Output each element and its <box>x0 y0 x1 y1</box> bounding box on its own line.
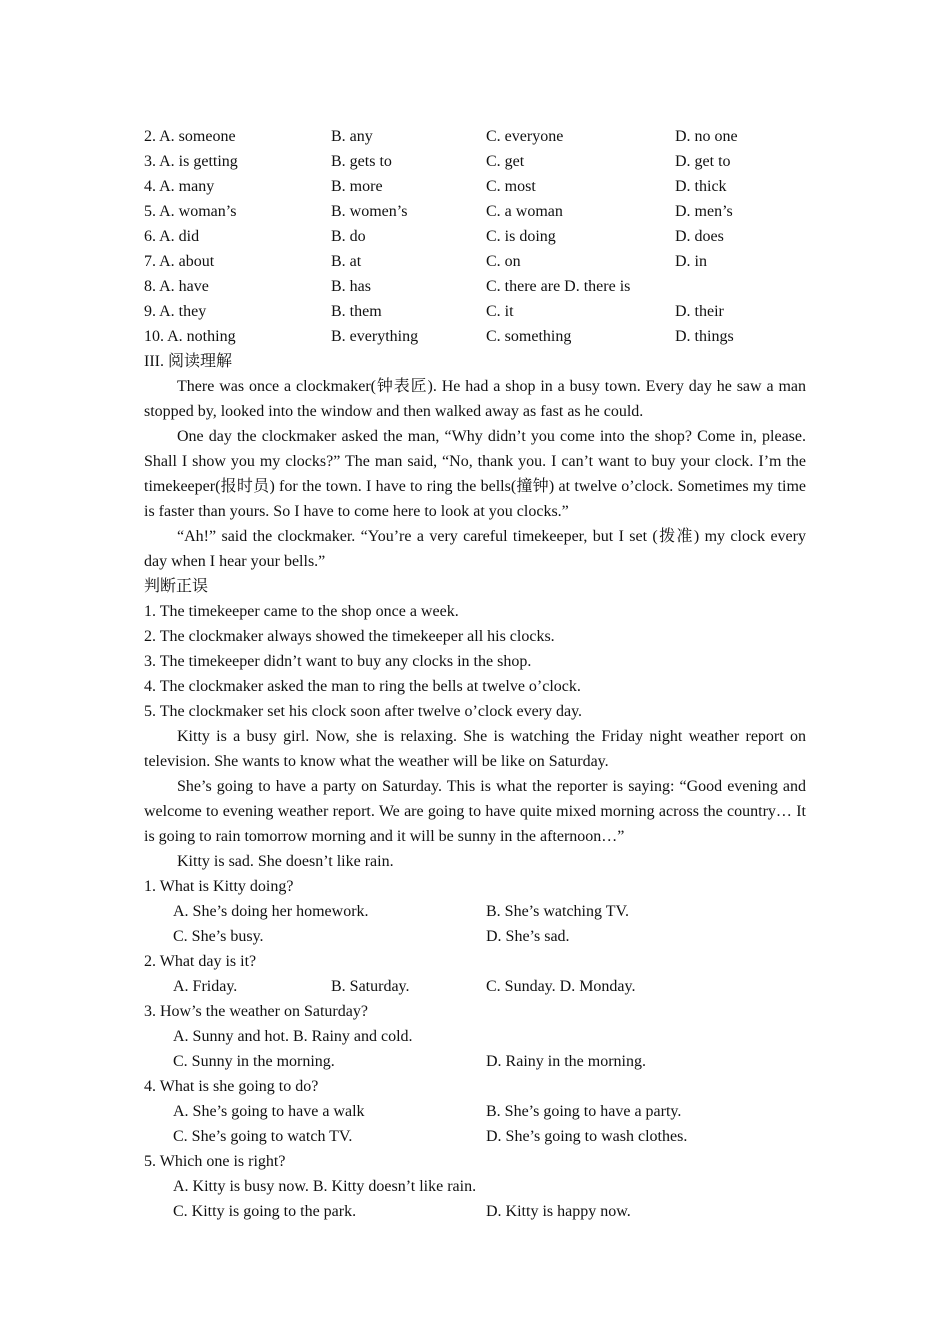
question-stem: 4. What is she going to do? <box>144 1078 319 1095</box>
cloze-option: C. something <box>486 328 572 345</box>
cloze-option: B. women’s <box>331 203 408 220</box>
cloze-option: 10. A. nothing <box>144 328 236 345</box>
cloze-option: B. do <box>331 228 366 245</box>
cloze-options <box>144 124 806 349</box>
cloze-row <box>144 199 806 224</box>
cloze-option: B. at <box>331 253 362 270</box>
cloze-row <box>144 249 806 274</box>
cloze-option: C. is doing <box>486 228 556 245</box>
option-row <box>144 1199 806 1224</box>
cloze-option: 6. A. did <box>144 228 200 245</box>
cloze-option: B. gets to <box>331 153 392 170</box>
paragraph: She’s going to have a party on Saturday. This is what the reporter is saying: “Good evening and welcome to evening weather report. We are going to have quite mixed morning across the country… It is going to rain tomorrow morning and it will be sunny in the afternoon…” <box>144 778 806 845</box>
cloze-option: B. has <box>331 278 371 295</box>
option: B. She’s going to have a party. <box>486 1103 682 1120</box>
cloze-option: 7. A. about <box>144 253 215 270</box>
cloze-option: C. a woman <box>486 203 563 220</box>
passage-2 <box>144 724 806 874</box>
cloze-row <box>144 224 806 249</box>
tf-item: 1. The timekeeper came to the shop once a week. <box>144 603 459 620</box>
cloze-option: B. any <box>331 128 373 145</box>
option-row <box>144 1099 806 1124</box>
tf-item: 3. The timekeeper didn’t want to buy any clocks in the shop. <box>144 653 532 670</box>
question-stem: 1. What is Kitty doing? <box>144 878 294 895</box>
option-row <box>144 974 806 999</box>
cloze-option: C. everyone <box>486 128 564 145</box>
option: A. Friday. <box>173 978 238 995</box>
cloze-option: D. men’s <box>675 203 733 220</box>
option: A. Sunny and hot. B. Rainy and cold. <box>173 1028 413 1045</box>
option: B. She’s watching TV. <box>486 903 629 920</box>
option-row <box>144 1124 806 1149</box>
paragraph: Kitty is sad. She doesn’t like rain. <box>177 853 394 870</box>
cloze-row <box>144 174 806 199</box>
cloze-option: 9. A. they <box>144 303 207 320</box>
cloze-option: 4. A. many <box>144 178 215 195</box>
option: D. She’s going to wash clothes. <box>486 1128 688 1145</box>
option: C. She’s busy. <box>173 928 264 945</box>
tf-item: 2. The clockmaker always showed the timekeeper all his clocks. <box>144 628 555 645</box>
cloze-option: B. more <box>331 178 383 195</box>
cloze-option: 5. A. woman’s <box>144 203 237 220</box>
cloze-option: 2. A. someone <box>144 128 236 145</box>
option: A. Kitty is busy now. B. Kitty doesn’t like rain. <box>173 1178 477 1195</box>
cloze-option: 3. A. is getting <box>144 153 238 170</box>
option: C. She’s going to watch TV. <box>173 1128 353 1145</box>
cloze-option: D. get to <box>675 153 731 170</box>
option: C. Sunny in the morning. <box>173 1053 335 1070</box>
paragraph: “Ah!” said the clockmaker. “You’re a very careful timekeeper, but I set (拨准) my clock every day when I hear your bells.” <box>144 528 806 570</box>
cloze-row <box>144 149 806 174</box>
option: D. Kitty is happy now. <box>486 1203 631 1220</box>
document-content <box>144 124 806 1224</box>
option: A. She’s going to have a walk <box>173 1103 365 1120</box>
option: D. Rainy in the morning. <box>486 1053 646 1070</box>
cloze-option: D. thick <box>675 178 727 195</box>
option: C. Kitty is going to the park. <box>173 1203 357 1220</box>
cloze-row <box>144 274 806 299</box>
option-row <box>144 1024 806 1049</box>
cloze-option: C. get <box>486 153 525 170</box>
option: C. Sunday. D. Monday. <box>486 978 636 995</box>
option: B. Saturday. <box>331 978 410 995</box>
cloze-option: B. them <box>331 303 382 320</box>
option: D. She’s sad. <box>486 928 570 945</box>
questions <box>144 874 806 1224</box>
question-stem: 3. How’s the weather on Saturday? <box>144 1003 368 1020</box>
question-stem: 2. What day is it? <box>144 953 257 970</box>
option-row <box>144 1174 806 1199</box>
cloze-option: D. things <box>675 328 734 345</box>
section-title: III. 阅读理解 <box>144 353 232 370</box>
cloze-row <box>144 324 806 349</box>
cloze-option: C. on <box>486 253 521 270</box>
true-false-items <box>144 599 806 724</box>
tf-item: 5. The clockmaker set his clock soon after twelve o’clock every day. <box>144 703 583 720</box>
cloze-option: C. most <box>486 178 536 195</box>
cloze-option: B. everything <box>331 328 419 345</box>
cloze-row <box>144 299 806 324</box>
true-false-title: 判断正误 <box>144 578 209 595</box>
cloze-option: D. no one <box>675 128 738 145</box>
option-row <box>144 924 806 949</box>
cloze-option: D. their <box>675 303 724 320</box>
passage-1 <box>144 374 806 574</box>
cloze-option: C. there are D. there is <box>486 278 631 295</box>
tf-item: 4. The clockmaker asked the man to ring the bells at twelve o’clock. <box>144 678 581 695</box>
paragraph: There was once a clockmaker(钟表匠). He had a shop in a busy town. Every day he saw a man stopped by, looked into the window and then walked away as fast as he could. <box>144 378 806 420</box>
paragraph: Kitty is a busy girl. Now, she is relaxing. She is watching the Friday night weather report on television. She wants to know what the weather will be like on Saturday. <box>144 728 806 770</box>
option: A. She’s doing her homework. <box>173 903 369 920</box>
paragraph: One day the clockmaker asked the man, “Why didn’t you come into the shop? Come in, please. Shall I show you my clocks?” The man said, “No, thank you. I can’t want to buy your clock. I’m the timekeeper(报时员) for the town. I have to ring the bells(撞钟) at twelve o’clock. Sometimes my time is faster than yours. So I have to come here to look at you clocks.” <box>144 428 806 520</box>
cloze-option: D. in <box>675 253 707 270</box>
cloze-row <box>144 124 806 149</box>
cloze-option: C. it <box>486 303 514 320</box>
question-stem: 5. Which one is right? <box>144 1153 286 1170</box>
option-row <box>144 1049 806 1074</box>
cloze-option: 8. A. have <box>144 278 209 295</box>
cloze-option: D. does <box>675 228 724 245</box>
option-row <box>144 899 806 924</box>
